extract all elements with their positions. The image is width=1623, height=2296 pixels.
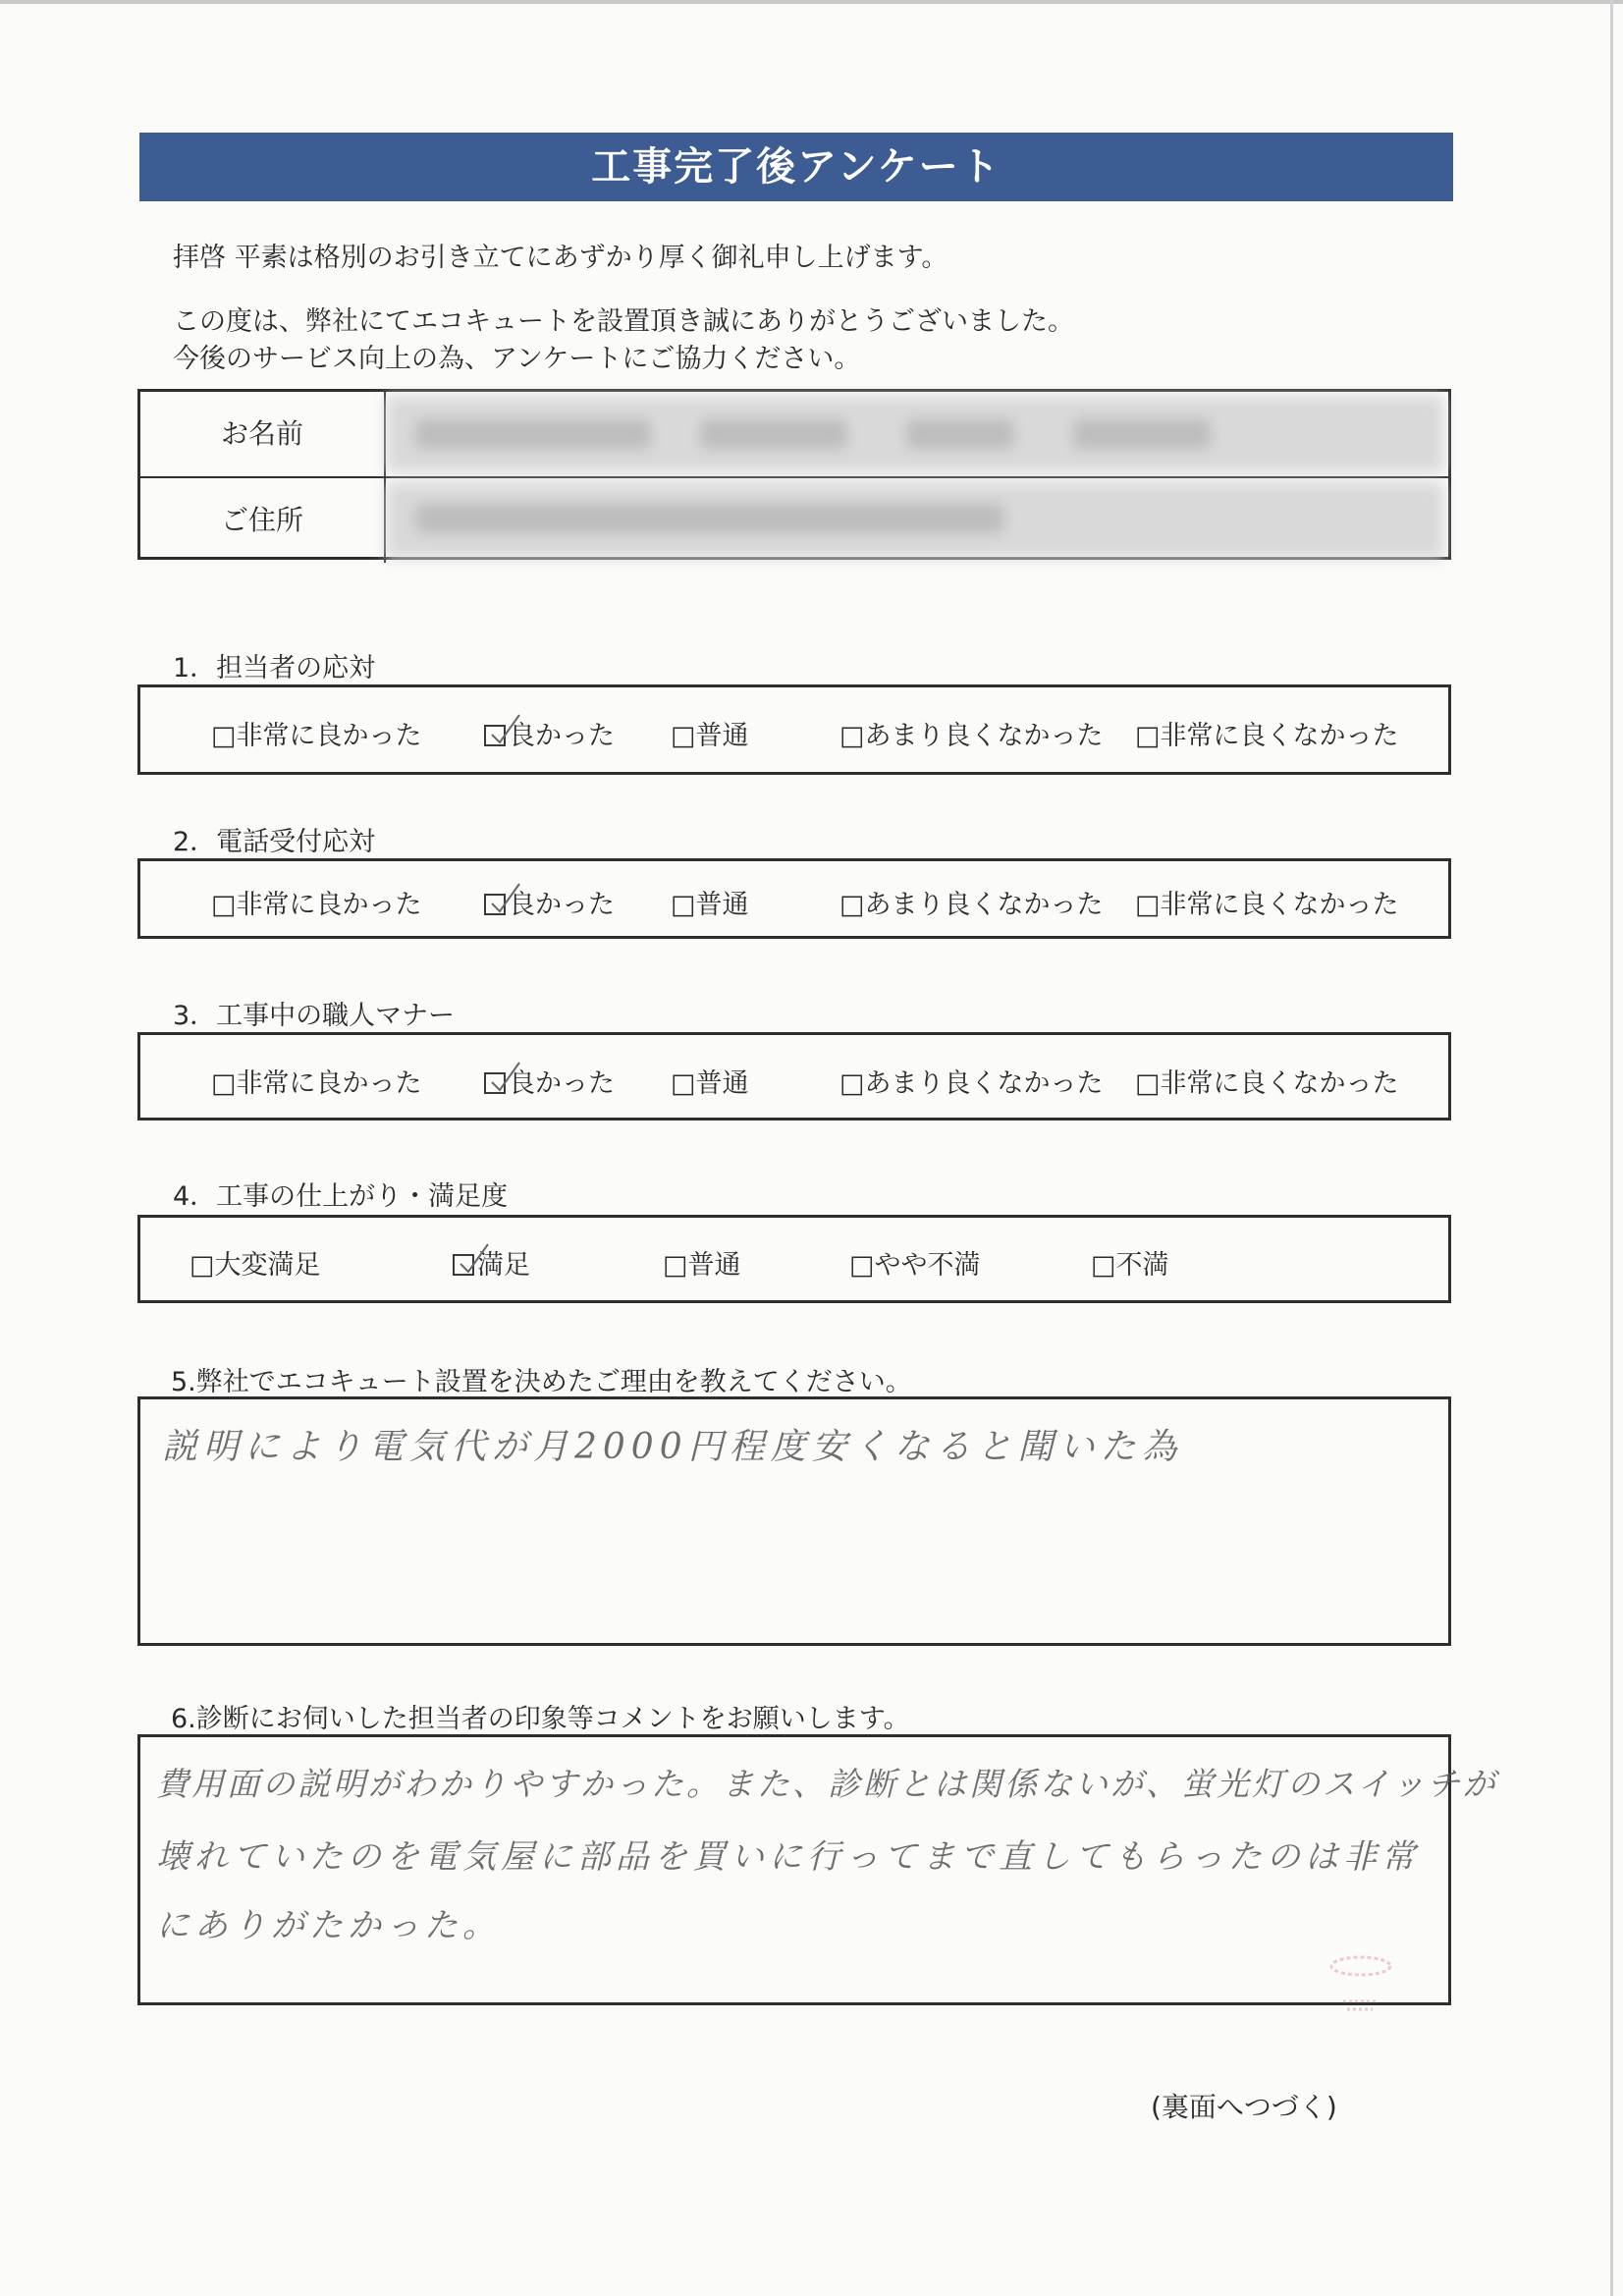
q2-option-normal[interactable]: □普通 [671,890,749,920]
q3-option-very-good[interactable]: □非常に良かった [211,1068,422,1099]
q1-option-very-good[interactable]: □非常に良かった [211,721,422,751]
q6-handwritten-line: 費用面の説明がわかりやすかった。また、診断とは関係ないが、蛍光灯のスイッチが [156,1765,1498,1803]
checkbox-icon [453,1254,474,1276]
q1-option-good[interactable] [484,714,615,752]
greeting-line: 拝啓 平素は格別のお引き立てにあずかり厚く御礼申し上げます。 [173,243,948,273]
address-label: ご住所 [140,478,386,563]
q2-option-very-good[interactable]: □非常に良かった [211,890,422,920]
q3-option-good[interactable] [484,1062,615,1100]
q1-option-not-good[interactable]: □あまり良くなかった [839,721,1104,751]
checkbox-icon [484,1072,506,1094]
q3-option-normal[interactable]: □普通 [671,1068,749,1099]
q5-answer-box[interactable] [137,1396,1451,1646]
q2-option-good-label: 良かった [509,890,615,920]
q3-title: 3．工事中の職人マナー [173,1001,456,1031]
q4-option-somewhat-dissatisfied[interactable]: □やや不満 [849,1250,981,1281]
checkbox-icon [484,894,506,915]
q6-title: 6.診断にお伺いした担当者の印象等コメントをお願いします。 [171,1704,910,1734]
q4-option-dissatisfied[interactable]: □不満 [1091,1250,1169,1281]
q3-option-not-good[interactable]: □あまり良くなかった [839,1068,1104,1099]
page-title: 工事完了後アンケート [139,133,1453,201]
continued-on-back-note: (裏面へつづく) [1151,2091,1337,2123]
q4-option-very-satisfied[interactable]: □大変満足 [189,1250,321,1281]
q4-option-satisfied[interactable] [453,1243,530,1282]
q6-handwritten-line: 壊れていたのを電気屋に部品を買いに行ってまで直してもらったのは非常 [156,1837,1420,1877]
q2-option-not-good[interactable]: □あまり良くなかった [839,890,1104,920]
greeting-line: 今後のサービス向上の為、アンケートにご協力ください。 [173,344,861,374]
q3-options-box [137,1032,1451,1121]
scan-edge [0,0,1623,4]
q6-answer-box[interactable] [137,1734,1498,2005]
q2-option-good[interactable] [484,883,615,921]
q1-options-box [137,684,1451,775]
q1-option-very-bad[interactable]: □非常に良くなかった [1135,721,1399,751]
q3-option-good-label: 良かった [509,1068,615,1099]
q2-options-box [137,858,1451,939]
checkbox-icon [484,725,506,746]
scan-edge [1610,0,1613,2296]
q4-options-box [137,1215,1451,1303]
q1-option-good-label: 良かった [509,721,615,751]
q1-title: 1．担当者の応対 [173,653,376,683]
q2-option-very-bad[interactable]: □非常に良くなかった [1135,890,1399,920]
customer-info-table [137,389,1451,560]
name-label: お名前 [140,392,386,476]
q5-title: 5.弊社でエコキュート設置を決めたご理由を教えてください。 [171,1367,912,1397]
redacted-address [386,482,1444,559]
q4-title: 4．工事の仕上がり・満足度 [173,1181,509,1212]
q4-option-normal[interactable]: □普通 [663,1250,741,1281]
q3-option-very-bad[interactable]: □非常に良くなかった [1135,1068,1399,1099]
q6-handwritten-line: にありがたかった。 [156,1906,501,1945]
redacted-name [386,396,1444,472]
greeting-line: この度は、弊社にてエコキュートを設置頂き誠にありがとうございました。 [173,306,1074,337]
q2-title: 2．電話受付応対 [173,827,376,857]
q5-handwritten-answer: 説明により電気代が月2000円程度安くなると聞いた為 [162,1427,1183,1467]
name-row [140,392,1448,476]
q1-option-normal[interactable]: □普通 [671,721,749,751]
q4-option-satisfied-label: 満足 [477,1250,530,1281]
ink-stamp-mark [1324,1952,1398,2021]
address-row [140,476,1448,563]
